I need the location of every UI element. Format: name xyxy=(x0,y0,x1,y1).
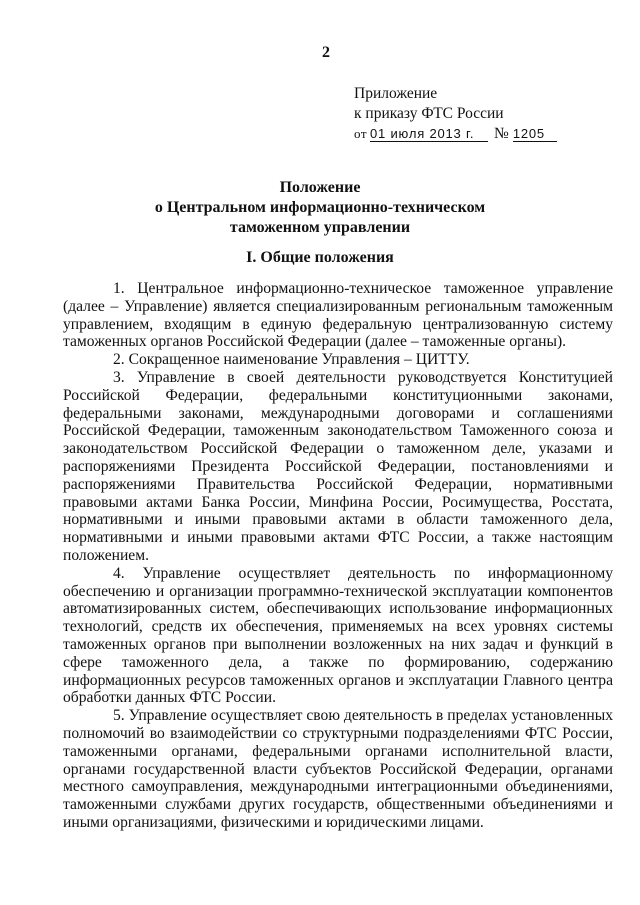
paragraph-5: 5. Управление осуществляет свою деятельность в пределах установленных полномочий во взаимодействии со структурными подразделениями ФТС России, таможенными органами, федеральными органами исполнительной власти, органами государственной власти субъектов Российской Федерации, органами местного самоуправления, международными интеграционными объединениями, таможенными службами других государств, общественными объединениями и иными организациями, физическими и юридическими лицами. xyxy=(63,707,613,831)
paragraph-1: 1. Центральное информационно-техническое таможенное управление (далее – Управление) является специализированным региональным таможенным управлением, входящим в единую федеральную централизованную систему таможенных органов Российской Федерации (далее – таможенные органы). xyxy=(63,280,613,351)
appendix-title: Приложение xyxy=(354,85,438,102)
appendix-block xyxy=(354,84,557,144)
document-body xyxy=(63,280,613,832)
paragraph-3: 3. Управление в своей деятельности руководствуется Конституцией Российской Федерации, федеральными конституционными законами, федеральными законами, международными договорами и соглашениями Российской Федерации, таможенным законодательством Таможенного союза и законодательством Российской Федерации о таможенном деле, указами и распоряжениями Президента Российской Федерации, постановлениями и распоряжениями Правительства Российской Федерации, нормативными правовыми актами Банка России, Минфина России, Росимущества, Росстата, нормативными и иными правовыми актами в области таможенного дела, нормативными и иными правовыми актами ФТС России, а также настоящим положением. xyxy=(63,368,613,564)
from-label: от xyxy=(354,126,368,141)
number-sign: № xyxy=(494,125,509,142)
appendix-date-number-line xyxy=(354,124,557,144)
paragraph-2: 2. Сокращенное наименование Управления – ЦИТТУ. xyxy=(113,351,470,369)
order-number: 1205 xyxy=(513,127,557,142)
order-date: 01 июля 2013 г. xyxy=(370,127,488,142)
page-number: 2 xyxy=(322,44,330,61)
paragraph-4: 4. Управление осуществляет деятельность по информационному обеспечению и организации программно-технической эксплуатации компонентов автоматизированных систем, обеспечивающих использование информационных технологий, средств их обеспечения, применяемых на всех уровнях системы таможенных органов при выполнении возложенных на них задач и функций в сфере таможенного дела, а также по формированию, содержанию информационных ресурсов таможенных органов и эксплуатации Главного центра обработки данных ФТС России. xyxy=(63,564,613,707)
document-title-line-1: Положение xyxy=(279,179,361,196)
document-title-line-2: о Центральном информационно-техническом xyxy=(154,199,486,216)
document-title xyxy=(0,178,640,238)
section-heading: I. Общие положения xyxy=(246,249,394,266)
appendix-order-reference: к приказу ФТС России xyxy=(354,105,504,122)
document-title-line-3: таможенном управлении xyxy=(229,219,411,236)
